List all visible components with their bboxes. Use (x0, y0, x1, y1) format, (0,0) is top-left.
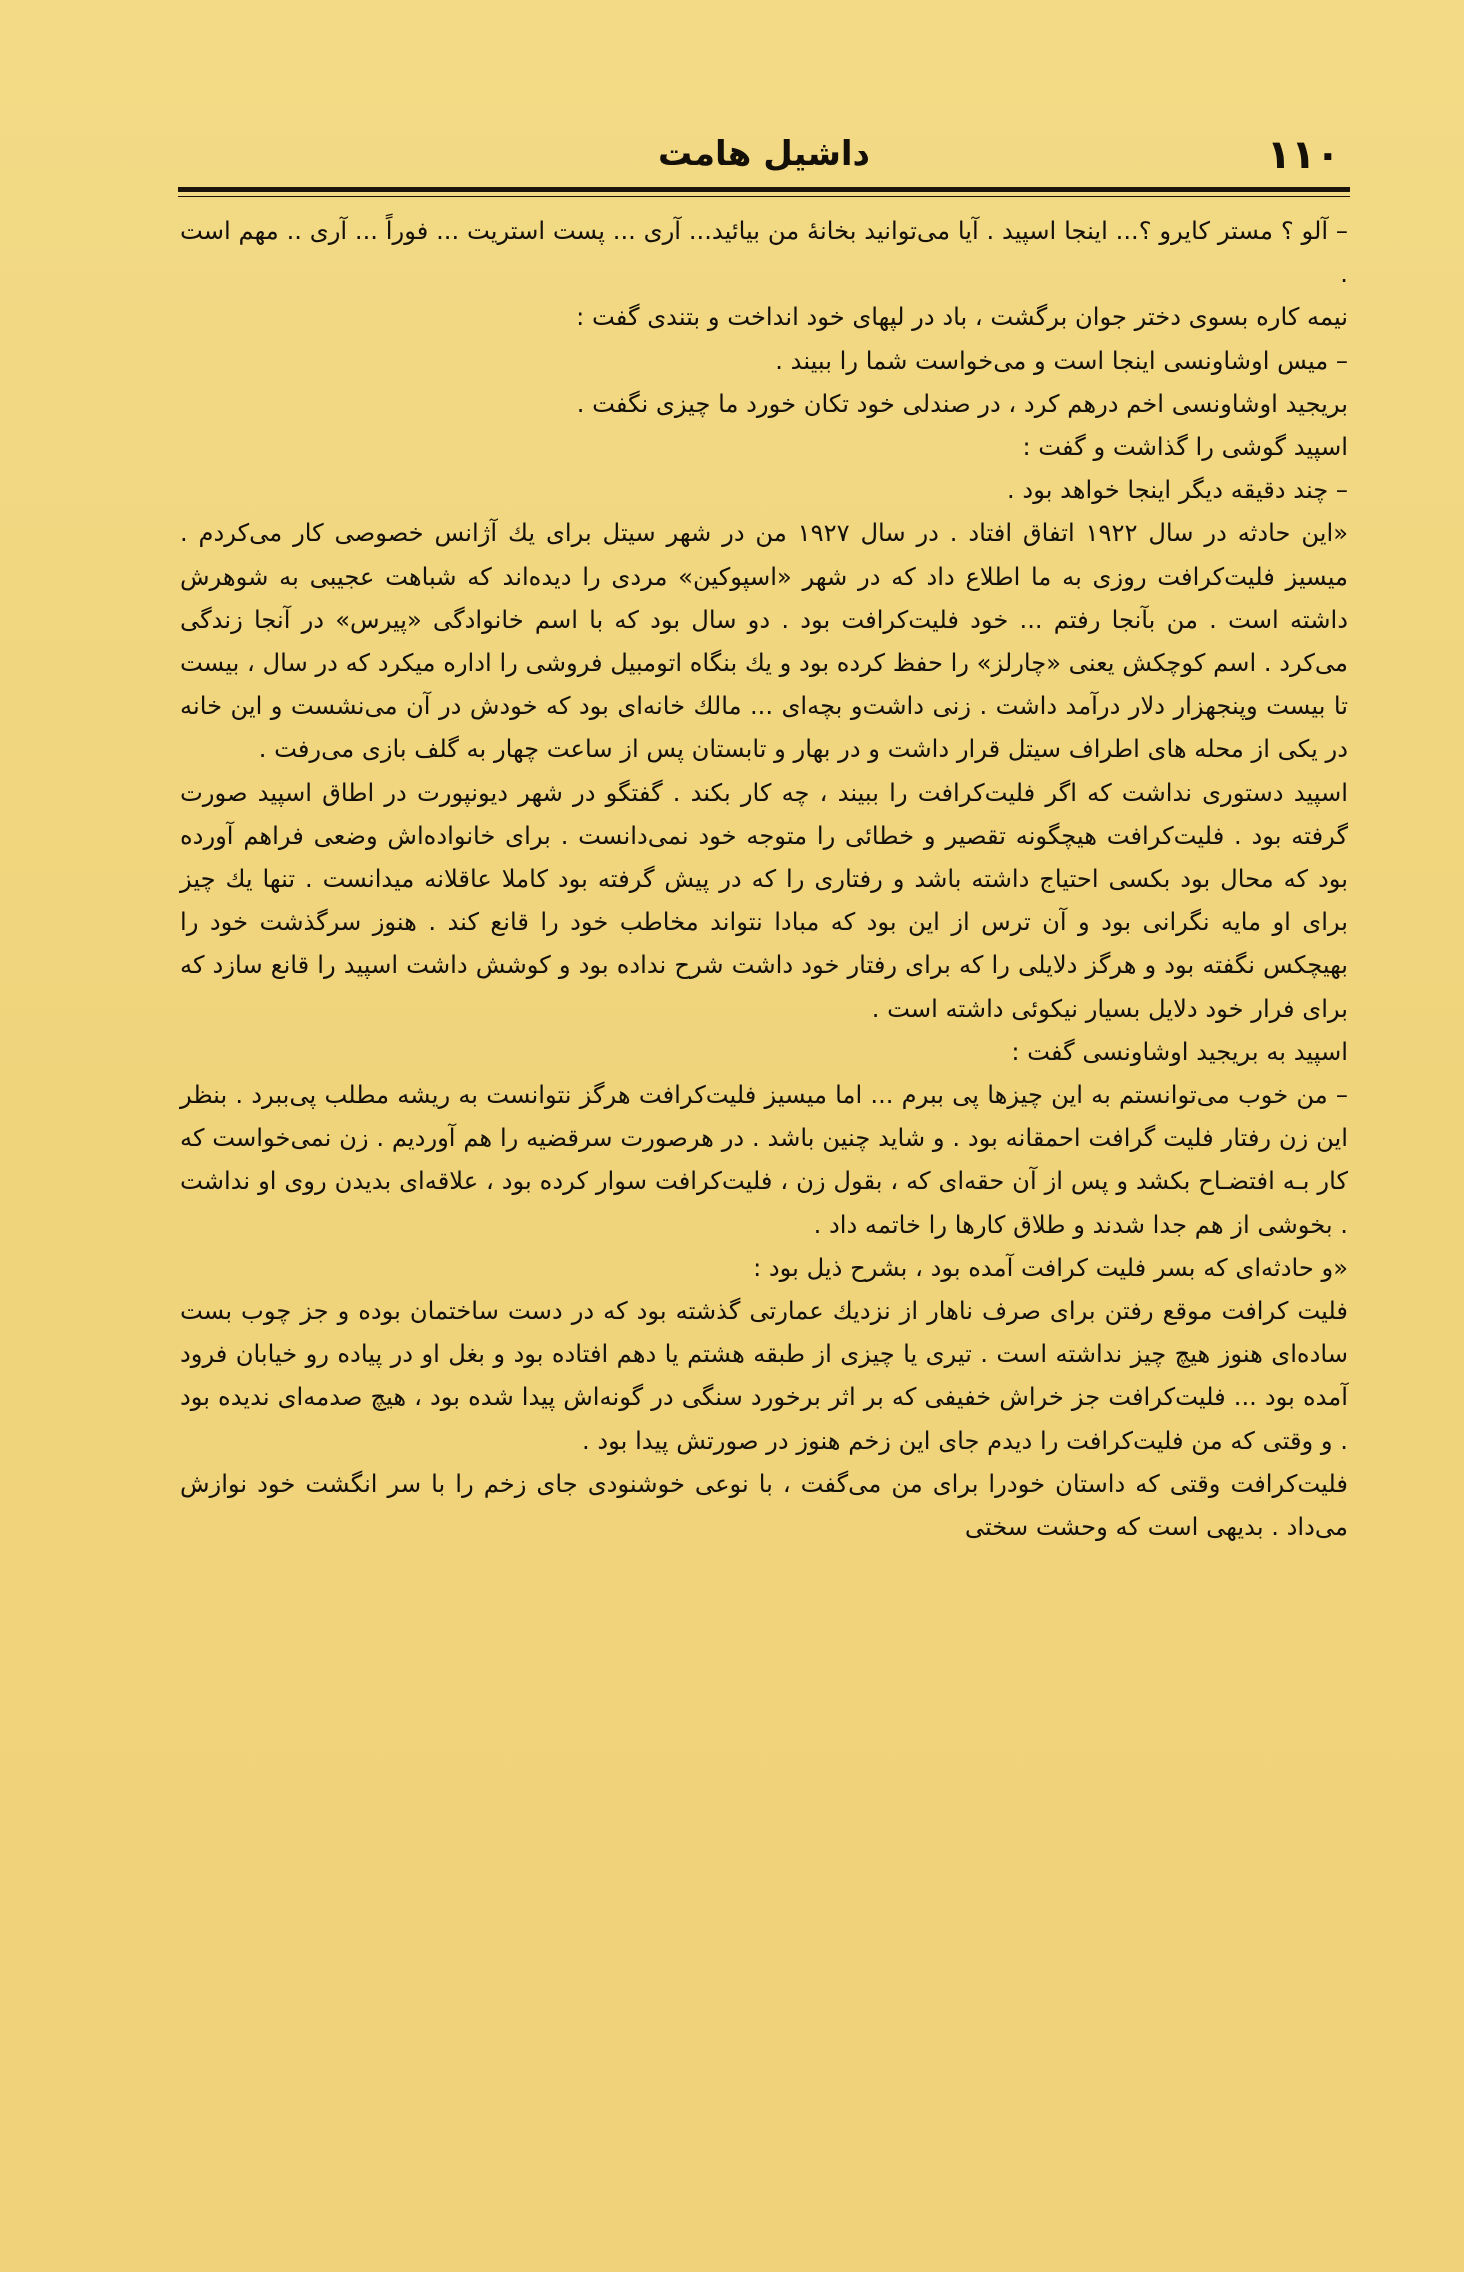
paragraph: «این حادثه در سال ۱۹۲۲ اتفاق افتاد . در سال ۱۹۲۷ من در شهر سیتل برای یك آژانس خصوصی کار می‌کردم . میسیز فلیت‌کرافت روزی به ما اطلاع داد که در شهر «اسپوکین» مردی را دیده‌اند که شباهت عجیبی به شوهرش داشته است . من بآنجا رفتم ... خود فلیت‌کرافت بود . دو سال بود که با اسم خانوادگی «پیرس» در آنجا زندگی می‌کرد . اسم کوچکش یعنی «چارلز» را حفظ کرده بود و یك بنگاه اتومبیل فروشی را اداره میکرد که در سال ، بیست تا بیست وپنجهزار دلار درآمد داشت . زنی داشت‌و بچه‌ای ... مالك خانه‌ای بود که خودش در آن می‌نشست و این خانه در یکی از محله های اطراف سیتل قرار داشت و در بهار و تابستان پس از ساعت چهار به گلف بازی می‌رفت . (180, 519, 1348, 764)
paragraph: اسپید گوشی را گذاشت و گفت : (1022, 433, 1348, 462)
header-rule-thick (178, 187, 1350, 192)
paragraph: – چند دقیقه دیگر اینجا خواهد بود . (1007, 476, 1348, 505)
paragraph: اسپید دستوری نداشت که اگر فلیت‌کرافت را ببیند ، چه کار بکند . گفتگو در شهر دیونپورت در اطاق اسپید صورت گرفته بود . فلیت‌کرافت هیچگونه تقصیر و خطائی را متوجه خود نمی‌دانست . برای خانواده‌اش وضعی فراهم آورده بود که محال بود بکسی احتیاج داشته باشد و رفتاری را که در پیش گرفته بود کاملا عاقلانه میدانست . تنها یك چیز برای او مایه نگرانی بود و آن ترس از این بود که مبادا نتواند مخاطب خود را قانع کند . هنوز سرگذشت خود را بهیچکس نگفته بود و هرگز دلایلی را که برای رفتار خود داشت شرح نداده بود و کوشش داشت اسپید را قانع سازد که برای فرار خود دلایل بسیار نیکوئی داشته است . (180, 778, 1348, 1023)
running-title: داشیل هامت (658, 134, 870, 174)
paragraph: – میس اوشاونسی اینجا است و می‌خواست شما را ببیند . (775, 346, 1348, 375)
paragraph: – من خوب می‌توانستم به این چیزها پی ببرم ... اما میسیز فلیت‌کرافت هرگز نتوانست به ریشه مطلب پی‌ببرد . بنظر این زن رفتار فلیت گرافت احمقانه بود . و شاید چنین باشد . در هرصورت سرقضیه را هم آوردیم . زن نمی‌خواست که کار بـه افتضـاح بکشد و پس از آن حقه‌ای که ، بقول زن ، فلیت‌کرافت سوار کرده بود ، علاقه‌ای بدیدن روی او نداشت . بخوشی از هم جدا شدند و طلاق کارها را خاتمه داد . (180, 1081, 1348, 1239)
paragraph: فلیت کرافت موقع رفتن برای صرف ناهار از نزدیك عمارتی گذشته بود که در دست ساختمان بوده و جز چوب بست ساده‌ای هنوز هیچ چیز نداشته است . تیری یا چیزی از طبقه هشتم یا دهم افتاده بود و بغل او در پیاده رو خیابان فرود آمده بود ... فلیت‌کرافت جز خراش خفیفی که بر اثر برخورد سنگی در گونه‌اش پیدا شده بود ، هیچ صدمه‌ای ندیده بود . و وقتی که من فلیت‌کرافت را دیدم جای این زخم هنوز در صورتش پیدا بود . (180, 1297, 1348, 1455)
paragraph: بریجید اوشاونسی اخم درهم کرد ، در صندلی خود تکان خورد ما چیزی نگفت . (576, 389, 1348, 418)
page-number: ۱۱۰ (1266, 132, 1340, 178)
paragraph: – آلو ؟ مستر کایرو ؟... اینجا اسپید . آیا می‌توانید بخانهٔ من بیائید... آری ... پست استریت ... فوراً ... آری .. مهم است . (180, 217, 1348, 289)
paragraph: نیمه کاره بسوی دختر جوان برگشت ، باد در لپهای خود انداخت و بتندی گفت : (576, 303, 1348, 332)
header-rule-thin (178, 196, 1350, 197)
page-header (178, 118, 1350, 198)
paragraph: فلیت‌کرافت وقتی که داستان خودرا برای من می‌گفت ، با نوعی خوشنودی جای زخم را با سر انگشت خود نوازش می‌داد . بدیهی است که وحشت سختی (180, 1469, 1348, 1542)
paragraph: اسپید به بریجید اوشاونسی گفت : (1011, 1037, 1348, 1066)
paragraph: «و حادثه‌ای که بسر فلیت کرافت آمده بود ، بشرح ذیل بود : (753, 1253, 1348, 1282)
body-text (180, 210, 1348, 1549)
